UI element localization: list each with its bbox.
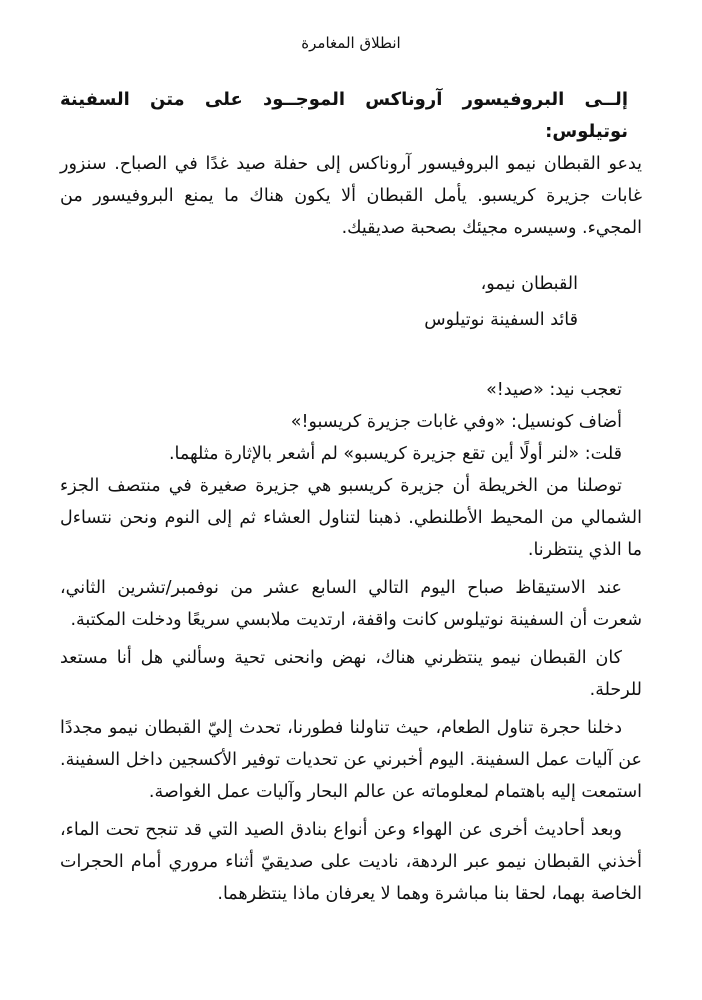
paragraph: وبعد أحاديث أخرى عن الهواء وعن أنواع بنادق الصيد التي قد تنجح تحت الماء، أخذني القبطان نيمو عبر الردهة، ناديت على صديقيّ أثناء مروري أمام الحجرات الخاصة بهما، لحقا بنا مباشرة وهما لا يعرفان ماذا ينتظرهما. bbox=[60, 820, 642, 904]
signature-title: قائد السفينة نوتيلوس bbox=[424, 310, 578, 330]
dialogue-line: قلت: «لنر أولًا أين تقع جزيرة كريسبو» لم أشعر بالإثارة مثلهما. bbox=[168, 444, 622, 464]
paragraph: توصلنا من الخريطة أن جزيرة كريسبو هي جزيرة صغيرة في منتصف الجزء الشمالي من المحيط الأطلنطي. ذهبنا لتناول العشاء ثم إلى النوم ونحن نتساءل ما الذي ينتظرنا. bbox=[60, 476, 642, 560]
dialogue-line: تعجب نيد: «صيد!» bbox=[486, 380, 622, 400]
running-head: انطلاق المغامرة bbox=[301, 34, 401, 52]
signature-name: القبطان نيمو، bbox=[480, 274, 578, 294]
paragraph: عند الاستيقاظ صباح اليوم التالي السابع عشر من نوفمبر/تشرين الثاني، شعرت أن السفينة نوتيلوس كانت واقفة، ارتديت ملابسي سريعًا ودخلت المكتبة. bbox=[60, 578, 642, 630]
page-body bbox=[60, 84, 642, 910]
paragraph: كان القبطان نيمو ينتظرني هناك، نهض وانحنى تحية وسألني هل أنا مستعد للرحلة. bbox=[60, 648, 642, 700]
dialogue-block bbox=[60, 374, 642, 470]
dialogue-line: أضاف كونسيل: «وفي غابات جزيرة كريسبو!» bbox=[290, 412, 622, 432]
letter-signature bbox=[60, 266, 578, 338]
paragraph: دخلنا حجرة تناول الطعام، حيث تناولنا فطورنا، تحدث إليّ القبطان نيمو مجددًا عن آليات عمل السفينة. اليوم أخبرني عن تحديات توفير الأكسجين داخل السفينة. استمعت إليه باهتمام لمعلوماته عن عالم البحار وآليات عمل الغواصة. bbox=[60, 718, 642, 802]
narrative-block bbox=[60, 470, 642, 910]
letter-heading: إلــى البروفيسور آروناكس الموجــود على متن السفينة نوتيلوس: bbox=[60, 89, 628, 142]
letter-body: يدعو القبطان نيمو البروفيسور آروناكس إلى حفلة صيد غدًا في الصباح. سنزور غابات جزيرة كريسبو. يأمل القبطان ألا يكون هناك ما يمنع البروفيسور من المجيء. وسيسره مجيئك بصحبة صديقيك. bbox=[60, 154, 642, 238]
